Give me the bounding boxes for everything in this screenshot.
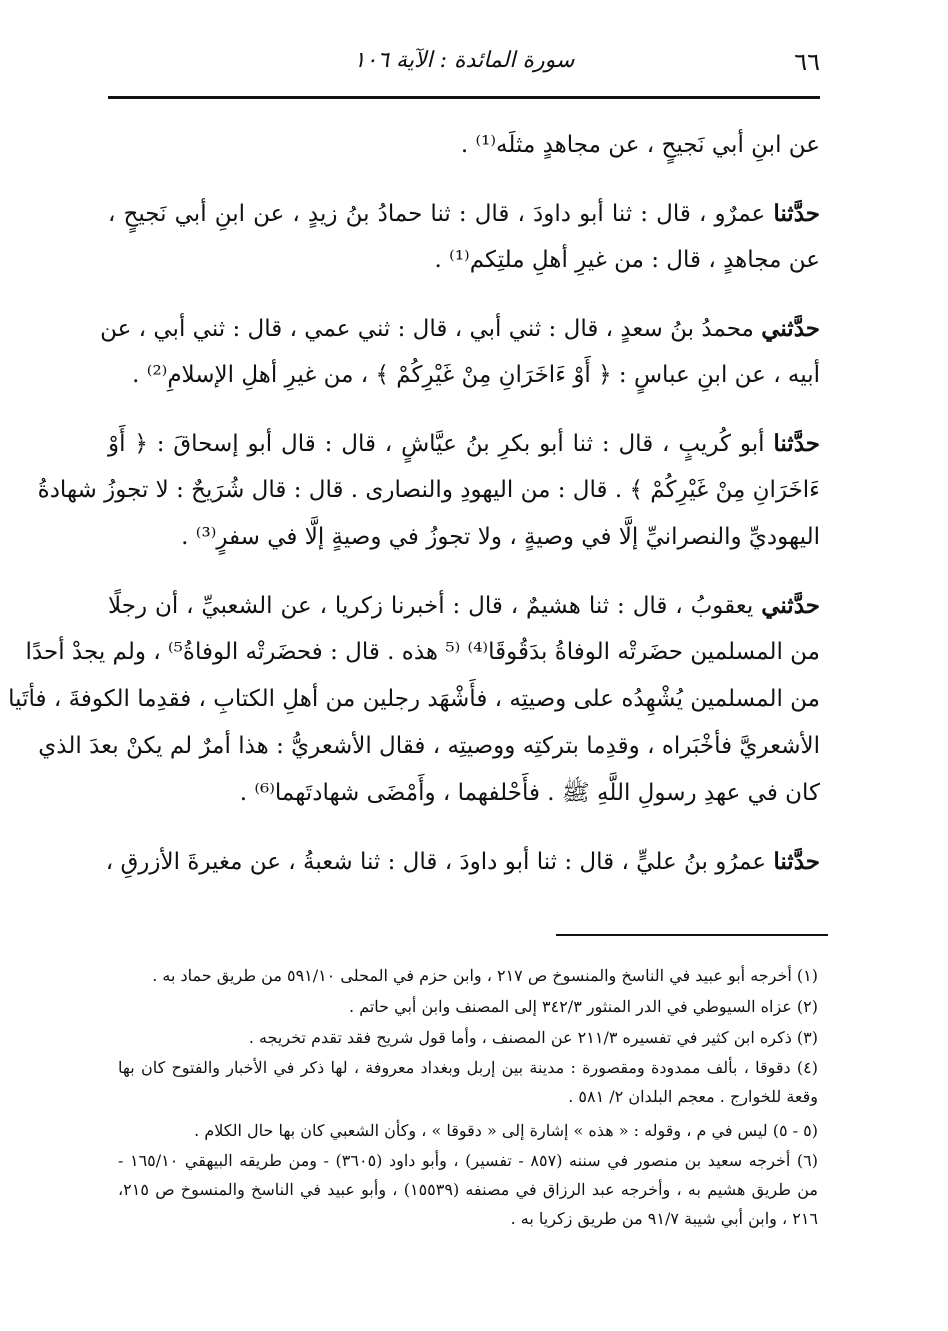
header-rule [108, 96, 820, 99]
paragraph-5-line-3: من المسلمين يُشْهِدُه على وصيتِه ، فأَشْهَد رجلين من أهلِ الكتابِ ، فقدِما الكوفةَ ، فأتَيا [8, 686, 820, 712]
footnote-5: (٥ - ٥) ليس في م ، وقوله : « هذه » إشارة إلى « دقوقا » ، وكأن الشعبي كان بها حال الكلام . [194, 1121, 818, 1140]
paragraph-text: محمدُ بنُ سعدٍ ، قال : ثني أبي ، قال : ثني عمي ، قال : ثني أبي ، عن [100, 316, 762, 342]
paragraph-5-line-2: من المسلمين حضَرتْه الوفاةُ بدَقُوقَا⁽⁴⁾ ⁽⁵ هذه . قال : فحضَرتْه الوفاةُ⁵⁾ ، ولم يجدْ أحدًا [25, 639, 820, 665]
paragraph-text: عمرُو بنُ عليٍّ ، قال : ثنا أبو داودَ ، قال : ثنا شعبةُ ، عن مغيرةَ الأزرقِ ، [105, 849, 774, 875]
footnote-4-line-1: (٤) دقوقا ، بألف ممدودة ومقصورة : مدينة بين إربل وبغداد معروفة ، لها ذكر في الأخبار والفتوح كان بها [118, 1058, 819, 1077]
footnote-6-line-2: من طريق هشيم به ، وأخرجه عبد الرزاق في مصنفه (١٥٥٣٩) ، وأبو عبيد في الناسخ والمنسوخ ص ٢١٥، [118, 1180, 819, 1199]
paragraph-3-line-1 [100, 305, 820, 352]
paragraph-lead-word: حدَّثنا [773, 430, 820, 457]
footnote-6-line-3: ٢١٦ ، وابن أبي شيبة ٩١/٧ من طريق زكريا به . [510, 1209, 818, 1228]
footnote-4-line-2: وقعة للخوارج . معجم البلدان ٢/ ٥٨١ . [568, 1087, 818, 1106]
paragraph-5-line-5: كان في عهدِ رسولِ اللَّهِ ﷺ . فأَحْلفهما ، وأَمْضَى شهادتَهما⁽⁶⁾ . [239, 780, 820, 806]
paragraph-2-line-1 [108, 190, 820, 237]
paragraph-gap [108, 169, 820, 190]
page-header [108, 48, 820, 88]
paragraph-3-line-2: أبيه ، عن ابنِ عباسٍ : ﴿ أَوْ ءَاخَرَانِ مِنْ غَيْرِكُمْ ﴾ ، من غيرِ أهلِ الإسلامِ⁽²⁾ . [132, 362, 820, 388]
paragraph-4-line-3: اليهوديِّ والنصرانيِّ إلَّا في وصيةٍ ، ولا تجوزُ في وصيةٍ إلَّا في سفرٍ⁽³⁾ . [181, 524, 820, 550]
footnote-6-line-1: (٦) أخرجه سعيد بن منصور في سننه (٨٥٧ - تفسير) ، وأبو داود (٣٦٠٥) - ومن طريقه البيهقي ١٦٥/١٠ - [118, 1151, 819, 1170]
paragraph-5-line-4: الأشعريَّ فأخْبَراه ، وقدِما بتركتِه ووصيتِه ، فقال الأشعريُّ : هذا أمرٌ لم يكنْ بعدَ الذي [38, 733, 820, 759]
paragraph-gap [108, 561, 820, 582]
paragraph-1-line-1: عن ابنِ أبي نَجيحٍ ، عن مجاهدٍ مثلَه⁽¹⁾ . [460, 132, 820, 158]
footnote-2: (٢) عزاه السيوطي في الدر المنثور ٣٤٢/٣ إلى المصنف وابن أبي حاتم . [349, 997, 818, 1016]
paragraph-gap [108, 399, 820, 420]
paragraph-text: عمرٌو ، قال : ثنا أبو داودَ ، قال : ثنا حمادُ بنُ زيدٍ ، عن ابنِ أبي نَجيحٍ ، [108, 201, 774, 227]
footnote-rule [556, 934, 828, 936]
paragraph-gap [108, 817, 820, 838]
paragraph-gap [108, 284, 820, 305]
paragraph-lead-word: حدَّثني [761, 592, 820, 619]
paragraph-lead-word: حدَّثنا [773, 200, 820, 227]
page-number: ٦٦ [794, 48, 820, 76]
paragraph-4-line-1 [108, 420, 820, 467]
paragraph-text: يعقوبُ ، قال : ثنا هشيمٌ ، قال : أخبرنا زكريا ، عن الشعبيِّ ، أن رجلًا [108, 593, 762, 619]
paragraph-lead-word: حدَّثني [761, 315, 820, 342]
paragraph-2-line-2: عن مجاهدٍ ، قال : من غيرِ أهلِ ملتِكم⁽¹⁾ . [434, 247, 820, 273]
footnotes [118, 960, 818, 1233]
footnote-3: (٣) ذكره ابن كثير في تفسيره ٢١١/٣ عن المصنف ، وأما قول شريح فقد تقدم تخريجه . [248, 1028, 818, 1047]
paragraph-6-line-1 [105, 838, 820, 885]
paragraph-5-line-1 [108, 582, 820, 629]
running-title: سورة المائدة : الآية ١٠٦ [353, 48, 575, 73]
footnote-1: (١) أخرجه أبو عبيد في الناسخ والمنسوخ ص ٢١٧ ، وابن حزم في المحلى ٥٩١/١٠ من طريق حماد به . [152, 966, 818, 985]
paragraph-lead-word: حدَّثنا [773, 848, 820, 875]
paragraph-4-line-2: ءَاخَرَانِ مِنْ غَيْرِكُمْ ﴾ . قال : من اليهودِ والنصارى . قال : قال شُرَيحٌ : لا تجوزُ شهادةُ [37, 477, 820, 503]
main-text [8, 122, 820, 885]
paragraph-text: أبو كُريبٍ ، قال : ثنا أبو بكرِ بنُ عيَّاشٍ ، قال : قال أبو إسحاقَ : ﴿ أَوْ [108, 431, 774, 457]
